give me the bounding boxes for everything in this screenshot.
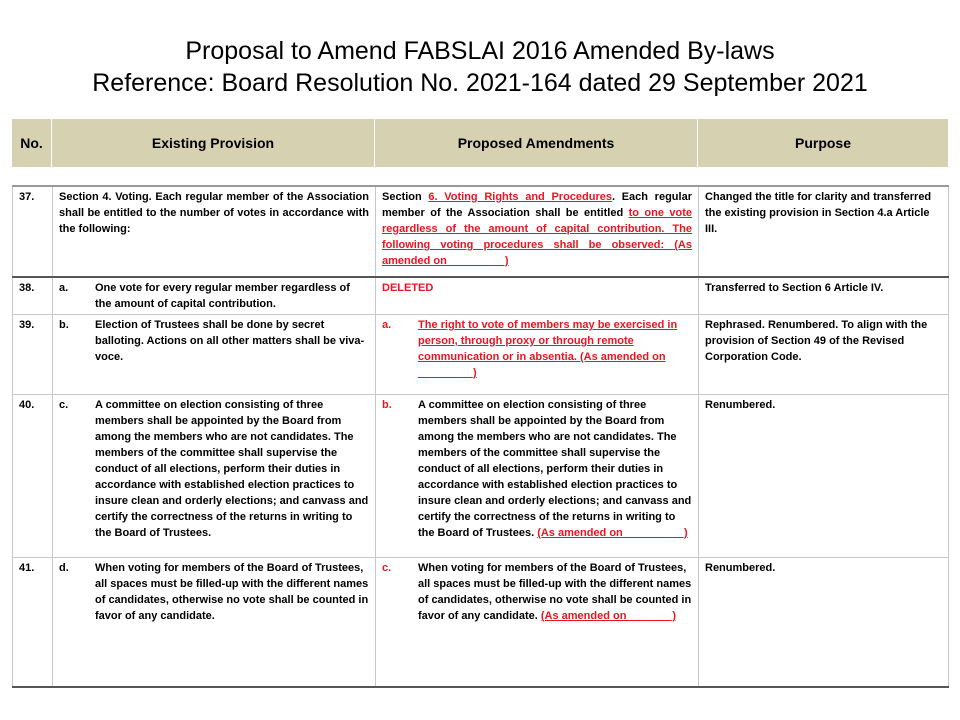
table-row: [13, 558, 949, 687]
item-text: When voting for members of the Board of Trustees, all spaces must be filled-up with the different names of candidates, otherwise no vote shall be counted in favor of any candidate.: [418, 562, 692, 622]
page-subtitle: Reference: Board Resolution No. 2021-164 dated 29 September 2021: [92, 69, 868, 97]
item-letter: c.: [59, 399, 69, 411]
header-existing-provision: Existing Provision: [52, 119, 375, 167]
amended-note: (As amended on _______): [540, 610, 676, 622]
proposed-new-text: to one vote regardless of the amount of capital contribution. The following voting procedures shall be observed: (As amended on _________): [382, 207, 692, 267]
item-text: One vote for every regular member regardless of the amount of capital contribution.: [95, 282, 350, 310]
existing-provision: [53, 558, 376, 687]
item-letter: c.: [382, 562, 392, 574]
item-letter: a.: [382, 319, 392, 331]
proposed-amendment: [376, 315, 699, 395]
existing-provision: [53, 315, 376, 395]
existing-provision: Section 4. Voting. Each regular member of the Association shall be entitled to the number of votes in accordance with the following:: [53, 186, 376, 277]
table-row: [13, 395, 949, 558]
row-number: 41.: [13, 558, 53, 687]
item-text: A committee on election consisting of three members shall be appointed by the Board from among the members who are not candidates. The members of the committee shall supervise the conduct of all elections, perform their duties in accordance with established election practices to insure clean and orderly elections; and canvass and certify the correctness of the returns in writing to the Board of Trustees.: [95, 399, 369, 539]
proposed-amendment: DELETED: [376, 277, 699, 315]
row-number: 38.: [13, 277, 53, 315]
item-letter: b.: [59, 319, 69, 331]
table-row: [13, 277, 949, 315]
table-row: [13, 315, 949, 395]
header-proposed-amendments: Proposed Amendments: [375, 119, 698, 167]
existing-provision: [53, 395, 376, 558]
proposed-amendment: [376, 558, 699, 687]
item-text: Election of Trustees shall be done by secret balloting. Actions on all other matters shall be viva-voce.: [95, 319, 365, 363]
item-text: When voting for members of the Board of Trustees, all spaces must be filled-up with the different names of candidates, otherwise no vote shall be counted in favor of any candidate.: [95, 562, 369, 622]
proposed-text: Section: [382, 191, 429, 203]
row-number: 37.: [13, 186, 53, 277]
header-no: No.: [12, 119, 52, 167]
table-header: [12, 119, 948, 167]
purpose: Renumbered.: [699, 395, 949, 558]
purpose: Renumbered.: [699, 558, 949, 687]
table-row: [13, 186, 949, 277]
page-title: Proposal to Amend FABSLAI 2016 Amended By-laws: [185, 37, 775, 65]
amendments-table: [12, 185, 949, 688]
proposed-amendment: [376, 186, 699, 277]
purpose: Rephrased. Renumbered. To align with the provision of Section 49 of the Revised Corporation Code.: [699, 315, 949, 395]
proposed-new-text: 6. Voting Rights and Procedures: [428, 191, 612, 203]
item-letter: d.: [59, 562, 69, 574]
proposed-amendment: [376, 395, 699, 558]
header-purpose: Purpose: [698, 119, 948, 167]
purpose: Changed the title for clarity and transferred the existing provision in Section 4.a Article III.: [699, 186, 949, 277]
item-letter: a.: [59, 282, 69, 294]
proposed-text: . Each regular member of the Association shall be entitled: [382, 191, 692, 219]
row-number: 39.: [13, 315, 53, 395]
amended-note: (As amended on__________): [537, 527, 688, 539]
item-text: A committee on election consisting of three members shall be appointed by the Board from among the members who are not candidates. The members of the committee shall supervise the conduct of all elections, perform their duties in accordance with established election practices to insure clean and orderly elections; and canvass and certify the correctness of the returns in writing to the Board of Trustees.: [418, 399, 692, 539]
item-text: The right to vote of members may be exercised in person, through proxy or through remote communication or in absentia. (As amended on _________): [418, 319, 678, 379]
purpose: Transferred to Section 6 Article IV.: [699, 277, 949, 315]
row-number: 40.: [13, 395, 53, 558]
item-letter: b.: [382, 399, 392, 411]
existing-provision: [53, 277, 376, 315]
